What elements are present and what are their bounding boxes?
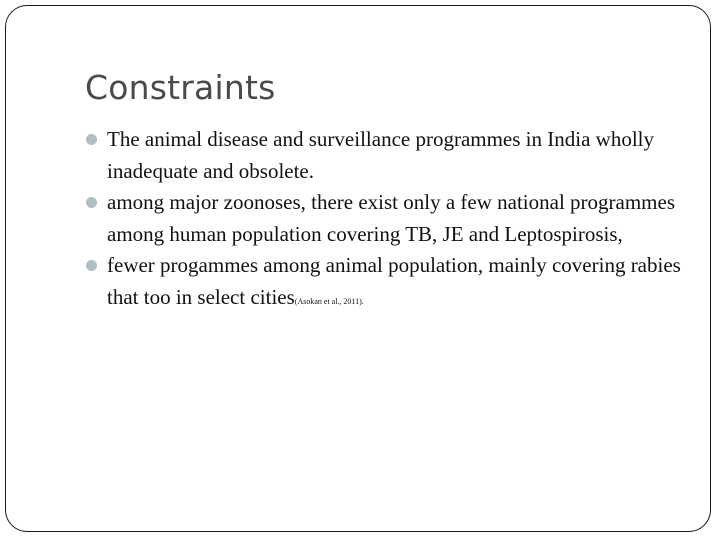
bullet-text: among major zoonoses, there exist only a few national programmes among human population covering TB, JE and Leptospirosis, (107, 190, 676, 246)
bullet-text: fewer progammes among animal population, mainly covering rabies that too in select cities (107, 253, 681, 309)
bullet-item (84, 124, 694, 187)
circle-bullet-icon (86, 197, 97, 208)
slide-title: Constraints (85, 68, 276, 107)
bullet-item (84, 187, 694, 250)
bullet-item (84, 250, 694, 313)
bullet-text: The animal disease and surveillance programmes in India wholly inadequate and obsolete. (107, 127, 654, 183)
slide-frame (5, 5, 711, 532)
bullet-list (84, 124, 694, 313)
citation: (Asokan et al., 2011). (294, 296, 364, 306)
circle-bullet-icon (86, 134, 97, 145)
circle-bullet-icon (86, 260, 97, 271)
